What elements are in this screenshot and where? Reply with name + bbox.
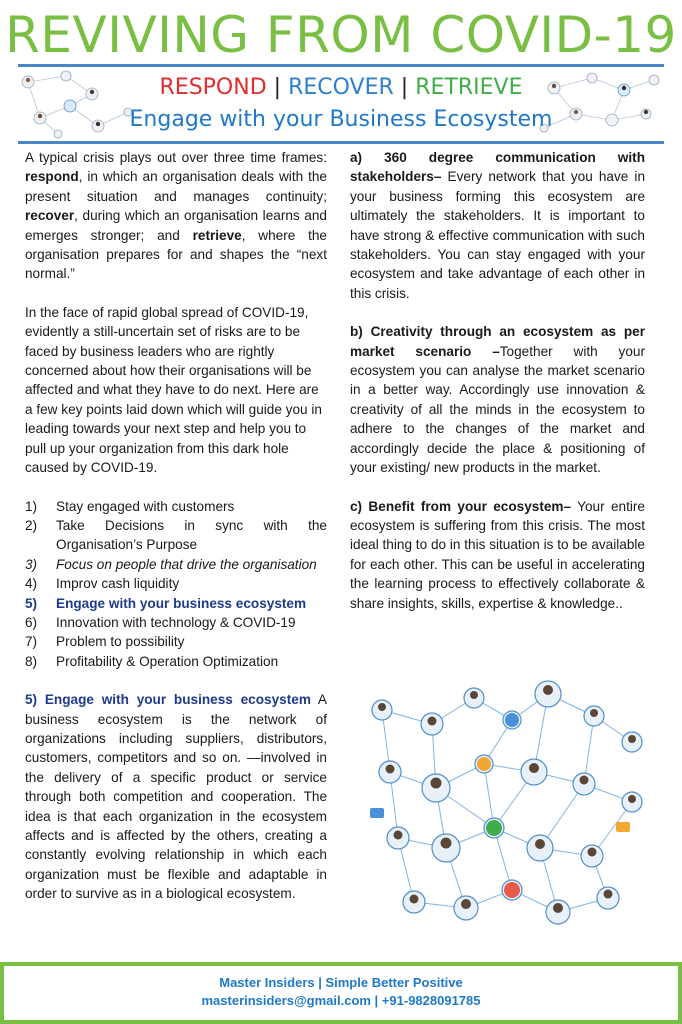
- respond-label: RESPOND: [159, 75, 267, 100]
- footer: [0, 966, 682, 1024]
- footer-contact: masterinsiders@gmail.com | +91-9828091785: [201, 993, 481, 1008]
- point-b-heading: b) Creativity through an ecosystem as per market scenario –: [350, 324, 645, 359]
- list-item: 2) Take Decisions in sync with the Organisation’s Purpose: [25, 517, 327, 553]
- point-a-heading: a) 360 degree communication with stakeholders–: [350, 150, 645, 185]
- point-c-paragraph: c) Benefit from your ecosystem– Your entire ecosystem is suffering from this crisis. The most ideal thing to do in this situation is to be available for each other. This can be useful in accelerating the learning process to effectively collaborate & share insights, skills, expertise & knowledge..: [350, 498, 645, 611]
- separator: |: [400, 75, 409, 100]
- section5-paragraph: 5) Engage with your business ecosystem A business ecosystem is the network of organizations including suppliers, distributors, customers, competitors and so on. —involved in the delivery of a specific product or service through both competition and cooperation. The idea is that each organization in the ecosystem affects and is affected by the others, creating a constantly evolving relationship in which each organization must be flexible and adaptable in order to survive as in a biological ecosystem.: [25, 692, 327, 902]
- retrieve-label: RETRIEVE: [415, 75, 523, 100]
- list-item: 3) Focus on people that drive the organisation: [25, 556, 317, 572]
- list-item: 6) Innovation with technology & COVID-19: [25, 614, 296, 630]
- left-column: [25, 148, 327, 904]
- page-title: REVIVING FROM COVID-19: [5, 6, 677, 64]
- header-banner: [18, 68, 664, 140]
- ecosystem-network-illustration: [362, 672, 654, 940]
- point-a-paragraph: a) 360 degree communication with stakeholders– Every network that you have in your business forming this ecosystem are ultimately the stakeholders. It is important to have strong & effective communication with such stakeholders. You can stay engaged with your ecosystem and take advantage of each other in this crisis.: [350, 150, 645, 301]
- key-points-list: [25, 497, 327, 672]
- top-divider: [18, 64, 664, 67]
- recover-label: RECOVER: [288, 75, 394, 100]
- header-divider: [18, 141, 664, 144]
- section5-heading: 5) Engage with your business ecosystem: [25, 692, 311, 708]
- list-item-highlighted: 5) Engage with your business ecosystem: [25, 595, 307, 611]
- list-item: 8) Profitability & Operation Optimization: [25, 653, 279, 669]
- list-item: 1) Stay engaged with customers: [25, 498, 235, 514]
- respond-recover-retrieve-heading: [18, 74, 664, 102]
- intro-paragraph: A typical crisis plays out over three time frames: respond, in which an organisation deals with the present situation and manages continuity; recover, during which an organisation learns and emerges stronger; and retrieve, where the organisation prepares for and shapes the “next normal.”: [25, 150, 327, 282]
- list-item: 4) Improv cash liquidity: [25, 576, 180, 592]
- right-column: [350, 148, 645, 613]
- separator: |: [273, 75, 282, 100]
- point-c-heading: c) Benefit from your ecosystem–: [350, 498, 572, 514]
- list-item: 7) Problem to possibility: [25, 634, 185, 650]
- page-subtitle: Engage with your Business Ecosystem: [129, 107, 553, 132]
- footer-tagline: Master Insiders | Simple Better Positive: [219, 975, 463, 990]
- context-paragraph: In the face of rapid global spread of COVID-19, evidently a still-uncertain set of risks are to be faced by business leaders who are rightly concerned about how their organisations will be affected and what they have to do next. Here are a few key points laid down which will guide you in leading towards your next step and help you to pull up your organization from this dark hole caused by COVID-19.: [25, 304, 322, 476]
- point-b-paragraph: b) Creativity through an ecosystem as per market scenario –Together with your ecosystem you can analyse the market scenario in a better way. Accordingly use innovation & creativity of all the minds in the ecosystem to adhere to the changes of the market and accordingly decide the place & positioning of your existing/ new products in the market.: [350, 324, 645, 476]
